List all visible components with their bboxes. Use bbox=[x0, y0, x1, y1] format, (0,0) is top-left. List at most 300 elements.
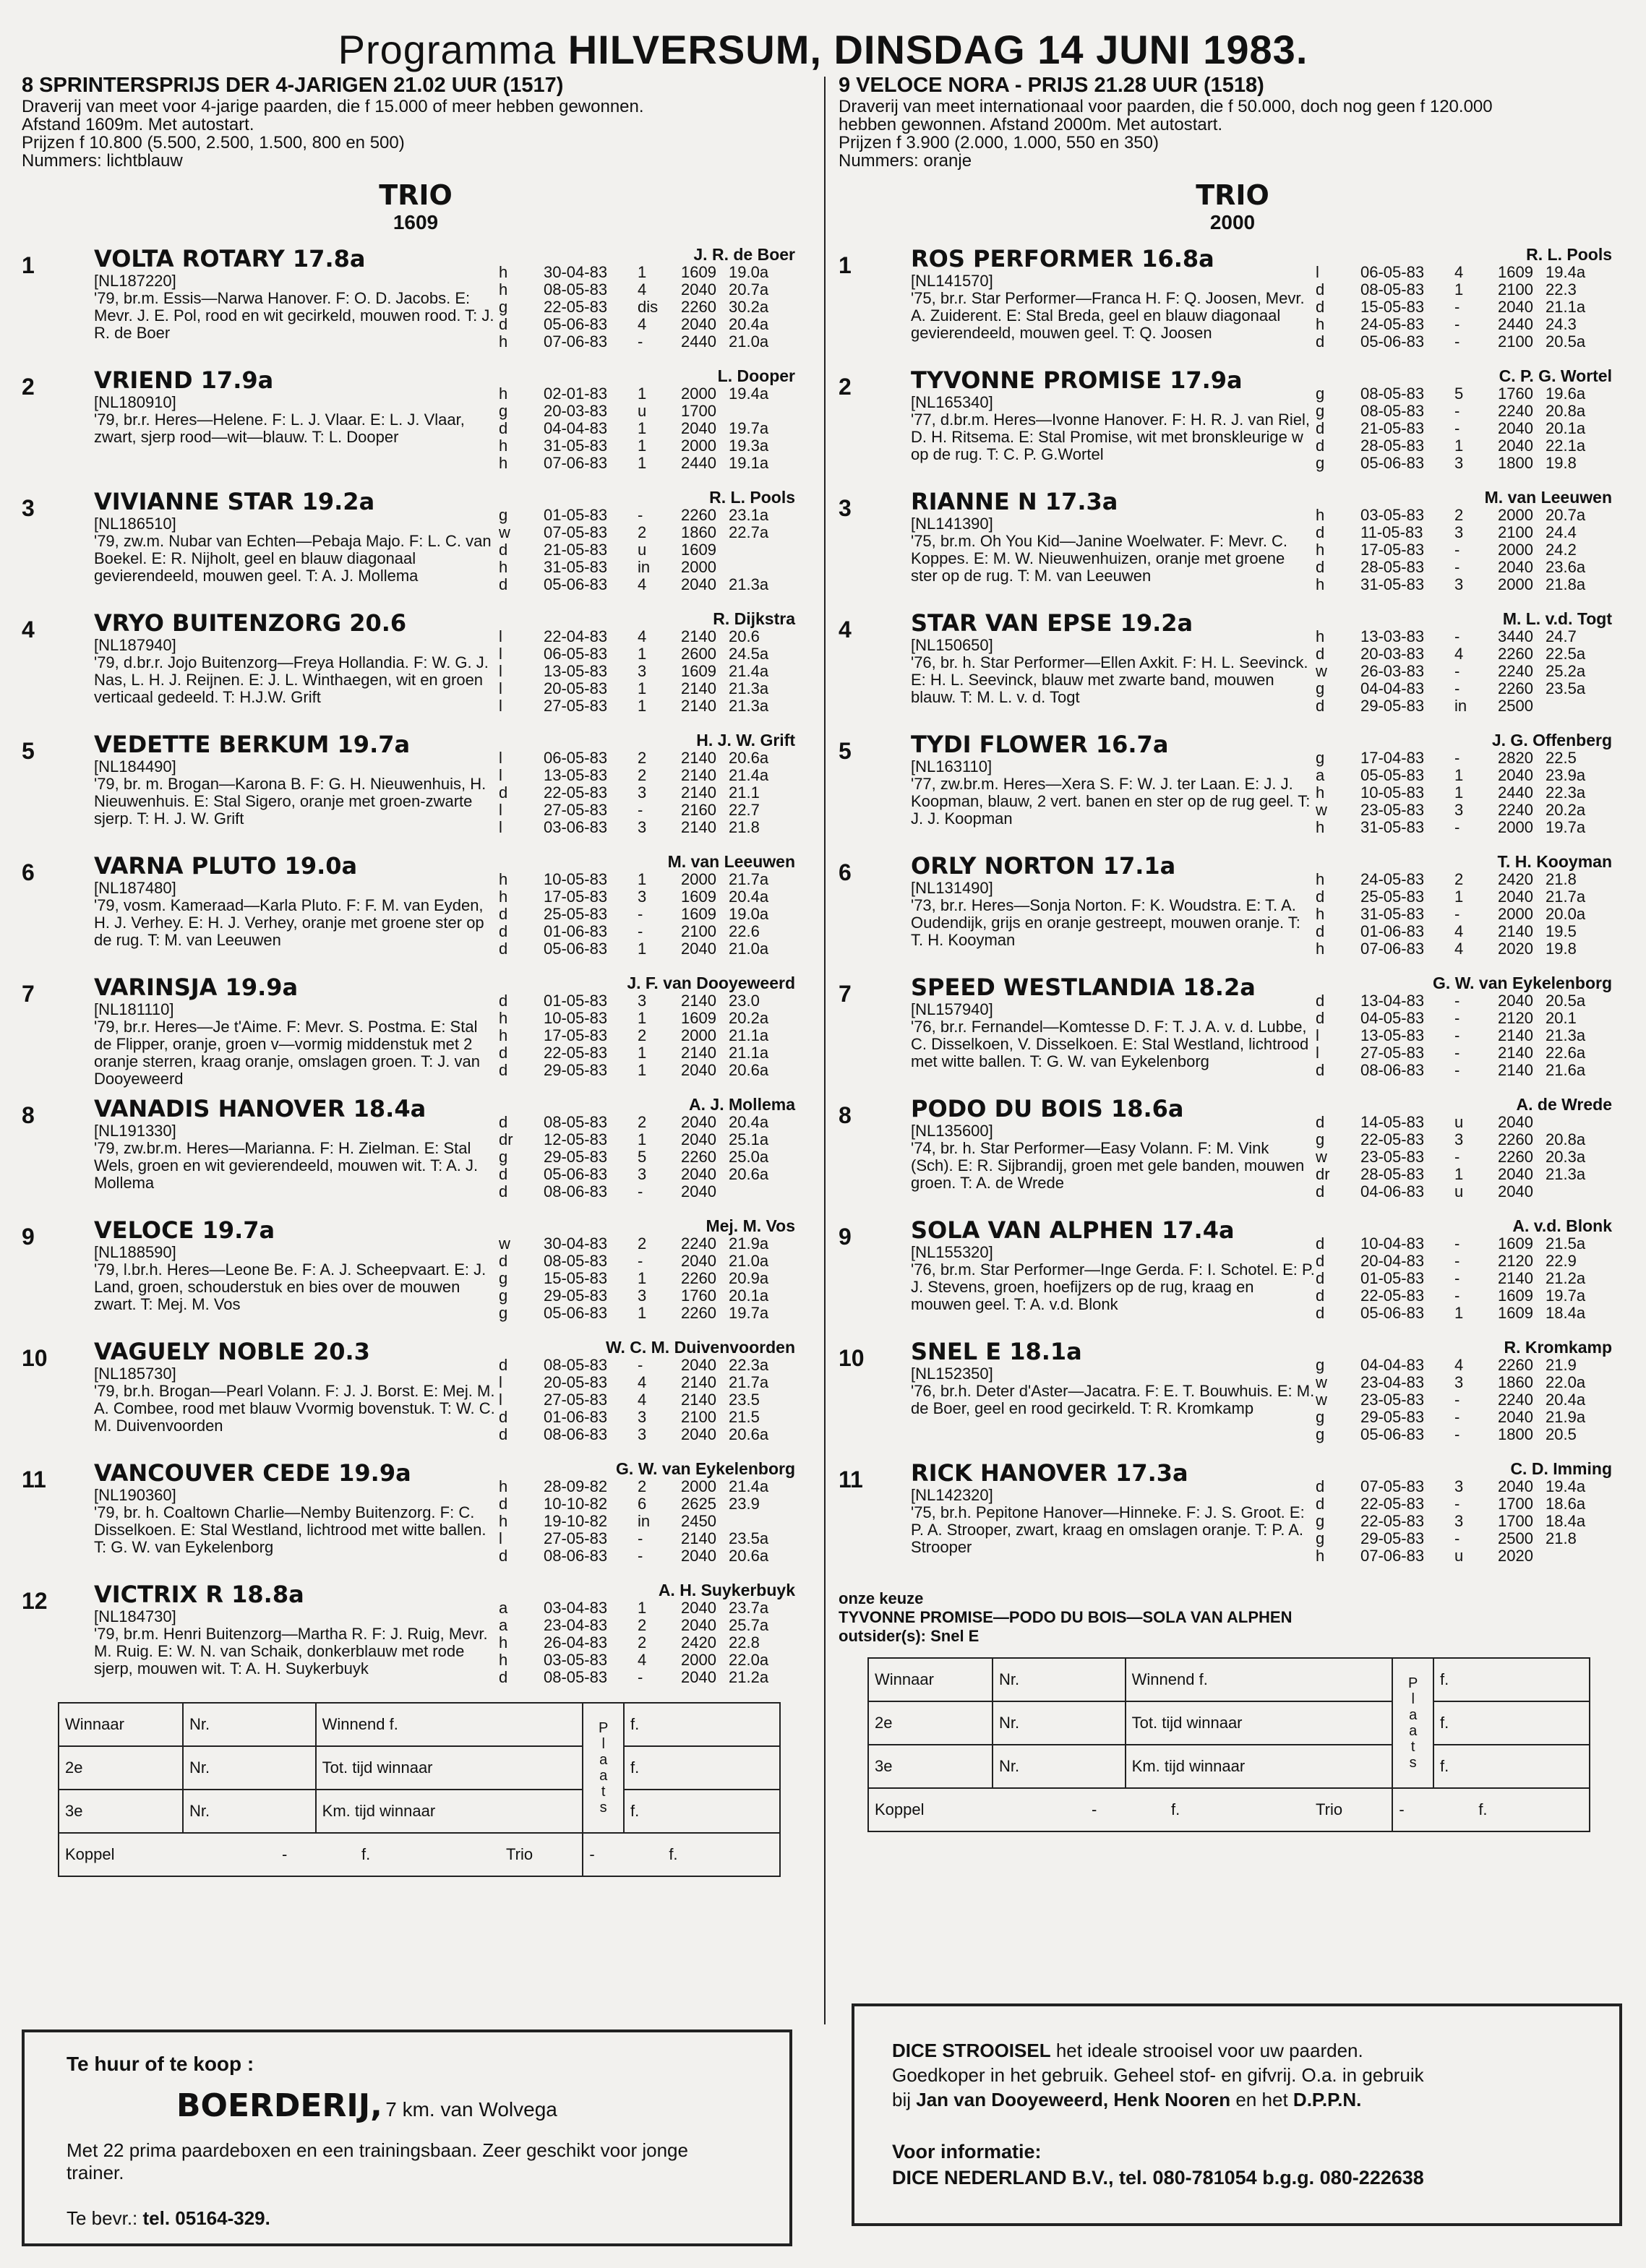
run-row bbox=[499, 1114, 802, 1131]
horse-description: [NL181110] '79, br.r. Heres—Je t'Aime. F: Mevr. S. Postma. E: Stal de Flipper, oranje, groen v—vormig middenstuk met 2 oranje sterren, kraag oranje, omslagen groen. T: J. van Dooyeweerd bbox=[94, 1000, 481, 1088]
second-label: 2e bbox=[59, 1746, 183, 1790]
horse-driver: J. R. de Boer bbox=[693, 245, 795, 264]
run-row bbox=[1316, 1027, 1619, 1044]
run-cell: 1609 bbox=[681, 905, 716, 923]
run-row bbox=[499, 1235, 802, 1253]
run-cell: 2500 bbox=[1498, 1529, 1533, 1547]
run-cell: 20.2a bbox=[1546, 801, 1586, 819]
run-cell bbox=[1546, 1183, 1611, 1200]
race-8-info bbox=[22, 98, 810, 170]
run-cell: 20.4a bbox=[729, 888, 769, 906]
run-cell: 08-05-83 bbox=[544, 1252, 608, 1270]
run-cell: 3 bbox=[638, 1425, 647, 1443]
run-cell: 1 bbox=[1454, 888, 1464, 906]
run-cell: 20-05-83 bbox=[544, 1373, 608, 1391]
run-cell: 08-06-83 bbox=[544, 1182, 608, 1200]
run-cell: d bbox=[499, 1668, 508, 1686]
run-cell bbox=[1546, 1547, 1611, 1565]
run-cell: 21.8 bbox=[1546, 870, 1577, 888]
run-cell: 1700 bbox=[1498, 1495, 1533, 1513]
horse-name: SNEL E 18.1a bbox=[911, 1338, 1082, 1365]
koppel-dash: - bbox=[1092, 1800, 1097, 1818]
run-cell: 2040 bbox=[1498, 1477, 1533, 1495]
run-cell: 2100 bbox=[681, 922, 716, 940]
run-cell: a bbox=[1316, 766, 1325, 784]
run-row bbox=[1316, 1270, 1619, 1287]
run-cell: 2000 bbox=[1498, 575, 1533, 593]
run-cell: - bbox=[1454, 402, 1460, 420]
koppel-label: Koppel bbox=[875, 1800, 925, 1818]
run-cell: 20.1a bbox=[1546, 419, 1586, 437]
place-amount-label: f. bbox=[624, 1746, 780, 1790]
advert-contact-label: Te bevr.: bbox=[67, 2207, 138, 2229]
run-cell: l bbox=[499, 1373, 502, 1391]
run-cell: 22.1a bbox=[1546, 437, 1586, 455]
run-cell: 20.1 bbox=[1546, 1009, 1577, 1027]
run-cell: 06-05-83 bbox=[1360, 263, 1425, 281]
run-cell: - bbox=[1454, 1009, 1460, 1027]
run-cell: 21.2a bbox=[729, 1668, 769, 1686]
recent-runs bbox=[499, 992, 802, 1079]
dice-line-3 bbox=[892, 2089, 1361, 2111]
run-cell: - bbox=[1454, 1026, 1460, 1044]
run-cell: d bbox=[1316, 888, 1325, 906]
horse-name: VOLTA ROTARY 17.8a bbox=[94, 245, 366, 272]
run-row bbox=[1316, 437, 1619, 455]
run-cell: 20.6a bbox=[729, 1547, 769, 1565]
run-cell: 22-05-83 bbox=[1360, 1287, 1425, 1305]
run-cell: 4 bbox=[1454, 940, 1464, 958]
horse-description: [NL184730] '79, br.m. Henri Buitenzorg—Martha R. F: J. Ruig, Mevr. M. Ruig. E: W. N. van Schaik, donkerblauw met rode sjerp, mouwen wit. T: A. H. Suykerbuyk bbox=[94, 1607, 488, 1678]
run-cell: h bbox=[1316, 1547, 1325, 1565]
run-cell: 05-06-83 bbox=[544, 315, 608, 333]
horse-driver: M. van Leeuwen bbox=[1484, 488, 1612, 507]
run-cell: 1 bbox=[1454, 1304, 1464, 1322]
run-cell: 2040 bbox=[681, 1616, 716, 1634]
run-row bbox=[499, 628, 802, 645]
horse-driver: M. van Leeuwen bbox=[667, 852, 795, 871]
run-cell: 1609 bbox=[681, 662, 716, 680]
run-cell: 22.7 bbox=[729, 801, 760, 819]
run-cell: 2625 bbox=[681, 1495, 716, 1513]
total-time-label: Tot. tijd winnaar bbox=[316, 1746, 583, 1790]
run-cell: 1 bbox=[638, 1304, 647, 1322]
run-cell: 2140 bbox=[1498, 1026, 1533, 1044]
run-row bbox=[1316, 385, 1619, 403]
run-cell: 2140 bbox=[681, 783, 716, 802]
run-row bbox=[1316, 298, 1619, 316]
place-letter: P bbox=[1407, 1675, 1418, 1691]
run-cell: 19.1a bbox=[729, 454, 769, 472]
run-cell: d bbox=[1316, 992, 1325, 1010]
run-cell: 05-06-83 bbox=[1360, 1304, 1425, 1322]
distance-heading: 1609 bbox=[393, 211, 439, 233]
run-cell: u bbox=[638, 541, 647, 559]
run-cell: d bbox=[1316, 1304, 1325, 1322]
place-letter: s bbox=[1409, 1755, 1417, 1771]
run-cell: - bbox=[1454, 1425, 1460, 1443]
run-cell: 2 bbox=[638, 523, 647, 541]
run-cell: d bbox=[499, 1425, 508, 1443]
run-row bbox=[1316, 871, 1619, 888]
run-cell: 2040 bbox=[681, 1599, 716, 1617]
recent-runs bbox=[1316, 507, 1619, 593]
run-cell: 18.4a bbox=[1546, 1512, 1586, 1530]
run-cell: 1609 bbox=[1498, 1304, 1533, 1322]
horse-name: VEDETTE BERKUM 19.7a bbox=[94, 731, 411, 758]
recent-runs bbox=[499, 507, 802, 593]
outsider-line: outsider(s): Snel E bbox=[839, 1627, 980, 1645]
run-cell: 08-05-83 bbox=[544, 1113, 608, 1131]
run-cell: 19.7a bbox=[729, 1304, 769, 1322]
run-cell: 01-06-83 bbox=[1360, 922, 1425, 940]
run-row bbox=[499, 281, 802, 298]
place-amount-label: f. bbox=[1433, 1701, 1590, 1745]
horse-driver: R. Kromkamp bbox=[1504, 1338, 1612, 1357]
run-cell: d bbox=[1316, 1113, 1325, 1131]
horse-name: RIANNE N 17.3a bbox=[911, 488, 1118, 515]
run-cell: 23-05-83 bbox=[1360, 1391, 1425, 1409]
horse-number: 4 bbox=[839, 617, 852, 643]
place-amount-label: f. bbox=[624, 1703, 780, 1746]
run-cell: l bbox=[499, 1529, 502, 1547]
run-cell: 20.9a bbox=[729, 1269, 769, 1287]
horse-number: 5 bbox=[839, 738, 852, 764]
horse-entry bbox=[839, 245, 1626, 366]
run-cell: 23.1a bbox=[729, 506, 769, 524]
run-cell: 20.5a bbox=[1546, 332, 1586, 351]
run-cell: 1 bbox=[638, 419, 647, 437]
run-cell: 20-03-83 bbox=[544, 402, 608, 420]
run-row bbox=[1316, 749, 1619, 767]
run-row bbox=[499, 559, 802, 576]
horse-number: 10 bbox=[839, 1345, 865, 1371]
run-cell: 1 bbox=[638, 940, 647, 958]
run-cell: 4 bbox=[638, 1651, 647, 1669]
run-cell: 2 bbox=[638, 1113, 647, 1131]
run-cell: 1760 bbox=[681, 1287, 716, 1305]
run-cell: 04-05-83 bbox=[1360, 1009, 1425, 1027]
run-cell: 3 bbox=[1454, 1512, 1464, 1530]
place-letter: a bbox=[599, 1768, 608, 1784]
run-cell: 21.9 bbox=[1546, 1356, 1577, 1374]
run-cell: 3 bbox=[1454, 1373, 1464, 1391]
run-row bbox=[1316, 992, 1619, 1010]
run-cell: 2260 bbox=[1498, 1130, 1533, 1148]
run-cell: h bbox=[499, 263, 508, 281]
advert-contact bbox=[67, 2207, 270, 2230]
run-cell: 3 bbox=[1454, 575, 1464, 593]
run-cell: 2040 bbox=[1498, 1182, 1533, 1200]
run-cell: 17-05-83 bbox=[544, 888, 608, 906]
recent-runs bbox=[499, 1478, 802, 1565]
run-cell: 3 bbox=[638, 783, 647, 802]
race-info-line: Afstand 1609m. Met autostart. bbox=[22, 115, 254, 134]
horse-entry bbox=[839, 1459, 1626, 1581]
horse-name: VANADIS HANOVER 18.4a bbox=[94, 1095, 426, 1122]
horse-name: RICK HANOVER 17.3a bbox=[911, 1459, 1188, 1487]
recent-runs bbox=[499, 1599, 802, 1686]
run-row bbox=[1316, 403, 1619, 420]
run-cell: 20.3a bbox=[1546, 1148, 1586, 1166]
horse-name: VARINSJA 19.9a bbox=[94, 974, 299, 1001]
run-cell: h bbox=[499, 870, 508, 888]
horse-entry bbox=[839, 1338, 1626, 1459]
run-row bbox=[499, 1530, 802, 1547]
horse-driver: R. Dijkstra bbox=[713, 609, 795, 628]
run-cell: 4 bbox=[638, 575, 647, 593]
run-cell: 2440 bbox=[1498, 783, 1533, 802]
horse-name: VELOCE 19.7a bbox=[94, 1216, 275, 1244]
horse-driver: A. H. Suykerbuyk bbox=[658, 1581, 795, 1599]
horse-name: STAR VAN EPSE 19.2a bbox=[911, 609, 1193, 637]
run-cell: 15-05-83 bbox=[1360, 298, 1425, 316]
trio-dash: - bbox=[589, 1845, 595, 1863]
run-cell: 2120 bbox=[1498, 1252, 1533, 1270]
run-cell: 06-05-83 bbox=[544, 749, 608, 767]
page-title bbox=[22, 26, 1624, 73]
run-row bbox=[499, 1131, 802, 1148]
run-cell: dr bbox=[1316, 1165, 1330, 1183]
horse-number: 1 bbox=[22, 252, 35, 278]
result-table bbox=[58, 1702, 781, 1877]
run-cell: 20.5 bbox=[1546, 1425, 1577, 1443]
run-cell: h bbox=[499, 332, 508, 351]
run-cell: d bbox=[499, 1165, 508, 1183]
run-cell: d bbox=[499, 1252, 508, 1270]
run-cell: 22.0a bbox=[729, 1651, 769, 1669]
run-cell: d bbox=[1316, 1495, 1325, 1513]
run-cell: 2140 bbox=[681, 1529, 716, 1547]
run-row bbox=[499, 940, 802, 958]
horse-entry bbox=[839, 852, 1626, 974]
run-cell: 26-04-83 bbox=[544, 1633, 608, 1651]
horse-description: [NL190360] '79, br. h. Coaltown Charlie—Nemby Buitenzorg. F: C. Disselkoen. E: Stal Westland, lichtrood met witte ballen. T: G. W. van Eykelenborg bbox=[94, 1486, 486, 1556]
horse-number: 2 bbox=[839, 374, 852, 400]
run-cell: 2600 bbox=[681, 645, 716, 663]
horse-driver: W. C. M. Duivenvoorden bbox=[606, 1338, 795, 1357]
run-cell: d bbox=[1316, 332, 1325, 351]
dice-org: D.P.P.N. bbox=[1293, 2089, 1362, 2110]
koppel-cell bbox=[59, 1833, 583, 1876]
run-cell: h bbox=[499, 888, 508, 906]
run-cell: 4 bbox=[1454, 922, 1464, 940]
horse-driver: H. J. W. Grift bbox=[696, 731, 795, 749]
run-cell: in bbox=[638, 1512, 651, 1530]
run-cell: - bbox=[1454, 1252, 1460, 1270]
run-cell: 20.0a bbox=[1546, 905, 1586, 923]
run-cell: 2000 bbox=[681, 437, 716, 455]
run-cell: d bbox=[499, 1408, 508, 1426]
recent-runs bbox=[1316, 628, 1619, 715]
run-cell: 4 bbox=[638, 1373, 647, 1391]
run-cell: 04-06-83 bbox=[1360, 1182, 1425, 1200]
winning-amount-label: Winnend f. bbox=[1126, 1658, 1393, 1701]
dice-line-1 bbox=[892, 2040, 1363, 2062]
run-cell: 01-06-83 bbox=[544, 1408, 608, 1426]
column-divider bbox=[824, 77, 826, 2024]
run-cell: 2040 bbox=[1498, 766, 1533, 784]
run-cell: 23.5a bbox=[1546, 679, 1586, 697]
horse-description: [NL155320] '76, br.m. Star Performer—Inge Gerda. F: I. Schotel. E: P. J. Stevens, groen, hoefijzers op de rug, kraag en mouwen geel. T: A. v.d. Blonk bbox=[911, 1243, 1315, 1313]
run-cell: d bbox=[499, 922, 508, 940]
recent-runs bbox=[1316, 749, 1619, 836]
run-cell: h bbox=[499, 385, 508, 403]
run-cell: dis bbox=[638, 298, 659, 316]
run-cell: 1609 bbox=[1498, 1234, 1533, 1253]
run-cell: 19.4a bbox=[1546, 263, 1586, 281]
run-cell: 3 bbox=[638, 992, 647, 1010]
run-cell: 08-05-83 bbox=[544, 1668, 608, 1686]
total-time-label: Tot. tijd winnaar bbox=[1126, 1701, 1393, 1745]
run-row bbox=[499, 1357, 802, 1374]
run-cell: - bbox=[638, 1529, 643, 1547]
run-cell: 30.2a bbox=[729, 298, 769, 316]
run-row bbox=[1316, 507, 1619, 524]
race-info-line: Nummers: oranje bbox=[839, 151, 972, 171]
result-row bbox=[59, 1790, 780, 1833]
run-row bbox=[1316, 1287, 1619, 1305]
horse-entry bbox=[22, 488, 810, 609]
run-cell: 24.7 bbox=[1546, 627, 1577, 645]
run-cell: 2 bbox=[638, 766, 647, 784]
run-cell: 20.6a bbox=[729, 749, 769, 767]
run-cell: 3 bbox=[638, 888, 647, 906]
run-cell: 21.4a bbox=[729, 766, 769, 784]
dice-contact: DICE NEDERLAND B.V., tel. 080-781054 b.g.g. 080-222638 bbox=[892, 2167, 1424, 2188]
run-cell: 25.1a bbox=[729, 1130, 769, 1148]
run-cell: 29-05-83 bbox=[1360, 1529, 1425, 1547]
horse-driver: R. L. Pools bbox=[1526, 245, 1612, 264]
run-cell: 22-05-83 bbox=[544, 1044, 608, 1062]
run-cell: 21.1a bbox=[729, 1044, 769, 1062]
run-row bbox=[1316, 1166, 1619, 1183]
run-cell: 2000 bbox=[1498, 818, 1533, 836]
run-cell: 1 bbox=[638, 679, 647, 697]
run-cell: 28-09-82 bbox=[544, 1477, 608, 1495]
horse-driver: Mej. M. Vos bbox=[706, 1216, 795, 1235]
run-cell: 1 bbox=[638, 1061, 647, 1079]
number-label: Nr. bbox=[183, 1703, 316, 1746]
run-row bbox=[1316, 628, 1619, 645]
run-row bbox=[1316, 541, 1619, 559]
run-cell: 2 bbox=[1454, 506, 1464, 524]
run-cell: w bbox=[499, 523, 510, 541]
run-cell: 4 bbox=[638, 280, 647, 298]
run-cell: 21.3a bbox=[729, 697, 769, 715]
run-cell: 2000 bbox=[681, 385, 716, 403]
run-cell: d bbox=[1316, 437, 1325, 455]
run-cell: 20-03-83 bbox=[1360, 645, 1425, 663]
run-cell: 2 bbox=[638, 1234, 647, 1253]
number-label: Nr. bbox=[993, 1745, 1126, 1788]
run-cell: 21.4a bbox=[729, 662, 769, 680]
horse-description: [NL163110] '77, zw.br.m. Heres—Xera S. F: W. J. ter Laan. E: J. J. Koopman, blauw, 2 vert. banen en ster op de rug geel. T: J. J. Koopman bbox=[911, 757, 1311, 828]
run-cell: 22.5a bbox=[1546, 645, 1586, 663]
run-cell: d bbox=[1316, 419, 1325, 437]
run-cell: 21-05-83 bbox=[544, 541, 608, 559]
result-row bbox=[868, 1658, 1590, 1701]
horse-entry bbox=[839, 609, 1626, 731]
run-cell: - bbox=[1454, 1269, 1460, 1287]
recent-runs bbox=[1316, 264, 1619, 351]
run-row bbox=[499, 316, 802, 333]
run-cell: d bbox=[1316, 922, 1325, 940]
run-cell: 13-05-83 bbox=[544, 662, 608, 680]
run-cell: 08-06-83 bbox=[544, 1425, 608, 1443]
run-cell: 1860 bbox=[1498, 1373, 1533, 1391]
horse-entry bbox=[839, 1216, 1626, 1338]
run-row bbox=[499, 1617, 802, 1634]
run-row bbox=[1316, 281, 1619, 298]
run-cell: 4 bbox=[638, 1391, 647, 1409]
koppel-dash: - bbox=[282, 1845, 288, 1863]
run-cell: l bbox=[499, 645, 502, 663]
run-cell: 25.7a bbox=[729, 1616, 769, 1634]
run-row bbox=[499, 1599, 802, 1617]
run-cell: 23.5 bbox=[729, 1391, 760, 1409]
run-row bbox=[499, 576, 802, 593]
run-cell: - bbox=[1454, 1044, 1460, 1062]
run-cell: 22.7a bbox=[729, 523, 769, 541]
run-cell: 2140 bbox=[1498, 1269, 1533, 1287]
number-label: Nr. bbox=[183, 1746, 316, 1790]
run-cell: d bbox=[499, 541, 508, 559]
run-cell: - bbox=[638, 332, 643, 351]
run-cell: 23-05-83 bbox=[1360, 1148, 1425, 1166]
run-cell: 23.0 bbox=[729, 992, 760, 1010]
horse-name: PODO DU BOIS 18.6a bbox=[911, 1095, 1184, 1122]
run-row bbox=[1316, 455, 1619, 472]
run-cell: h bbox=[1316, 627, 1325, 645]
run-cell: 5 bbox=[638, 1148, 647, 1166]
run-cell: 07-05-83 bbox=[1360, 1477, 1425, 1495]
run-cell: 21.0a bbox=[729, 1252, 769, 1270]
title-prefix: Programma bbox=[338, 27, 557, 72]
run-cell: 6 bbox=[638, 1495, 647, 1513]
run-cell: g bbox=[499, 1287, 508, 1305]
run-row bbox=[1316, 1131, 1619, 1148]
run-row bbox=[1316, 680, 1619, 697]
run-cell: 2000 bbox=[681, 1026, 716, 1044]
run-cell: 2260 bbox=[1498, 679, 1533, 697]
run-cell: 1 bbox=[638, 1130, 647, 1148]
horse-number: 7 bbox=[839, 981, 852, 1007]
run-cell: 22.0a bbox=[1546, 1373, 1586, 1391]
run-row bbox=[499, 1253, 802, 1270]
run-cell: - bbox=[638, 922, 643, 940]
run-cell: 2260 bbox=[681, 1148, 716, 1166]
run-cell: 4 bbox=[1454, 263, 1464, 281]
run-row bbox=[1316, 1253, 1619, 1270]
run-cell: 5 bbox=[1454, 385, 1464, 403]
run-cell: 2040 bbox=[681, 1547, 716, 1565]
run-cell: g bbox=[499, 1304, 508, 1322]
run-row bbox=[499, 1651, 802, 1669]
run-row bbox=[1316, 333, 1619, 351]
run-cell: 2120 bbox=[1498, 1009, 1533, 1027]
run-cell: 10-05-83 bbox=[544, 870, 608, 888]
run-cell: 19.8 bbox=[1546, 454, 1577, 472]
run-cell: 2140 bbox=[681, 627, 716, 645]
run-cell: 21.7a bbox=[1546, 888, 1586, 906]
run-cell: 1 bbox=[638, 870, 647, 888]
run-cell: in bbox=[1454, 697, 1467, 715]
run-cell: - bbox=[1454, 558, 1460, 576]
our-choice bbox=[839, 1589, 1626, 1646]
run-row bbox=[499, 1547, 802, 1565]
run-cell: 19.7a bbox=[1546, 1287, 1586, 1305]
